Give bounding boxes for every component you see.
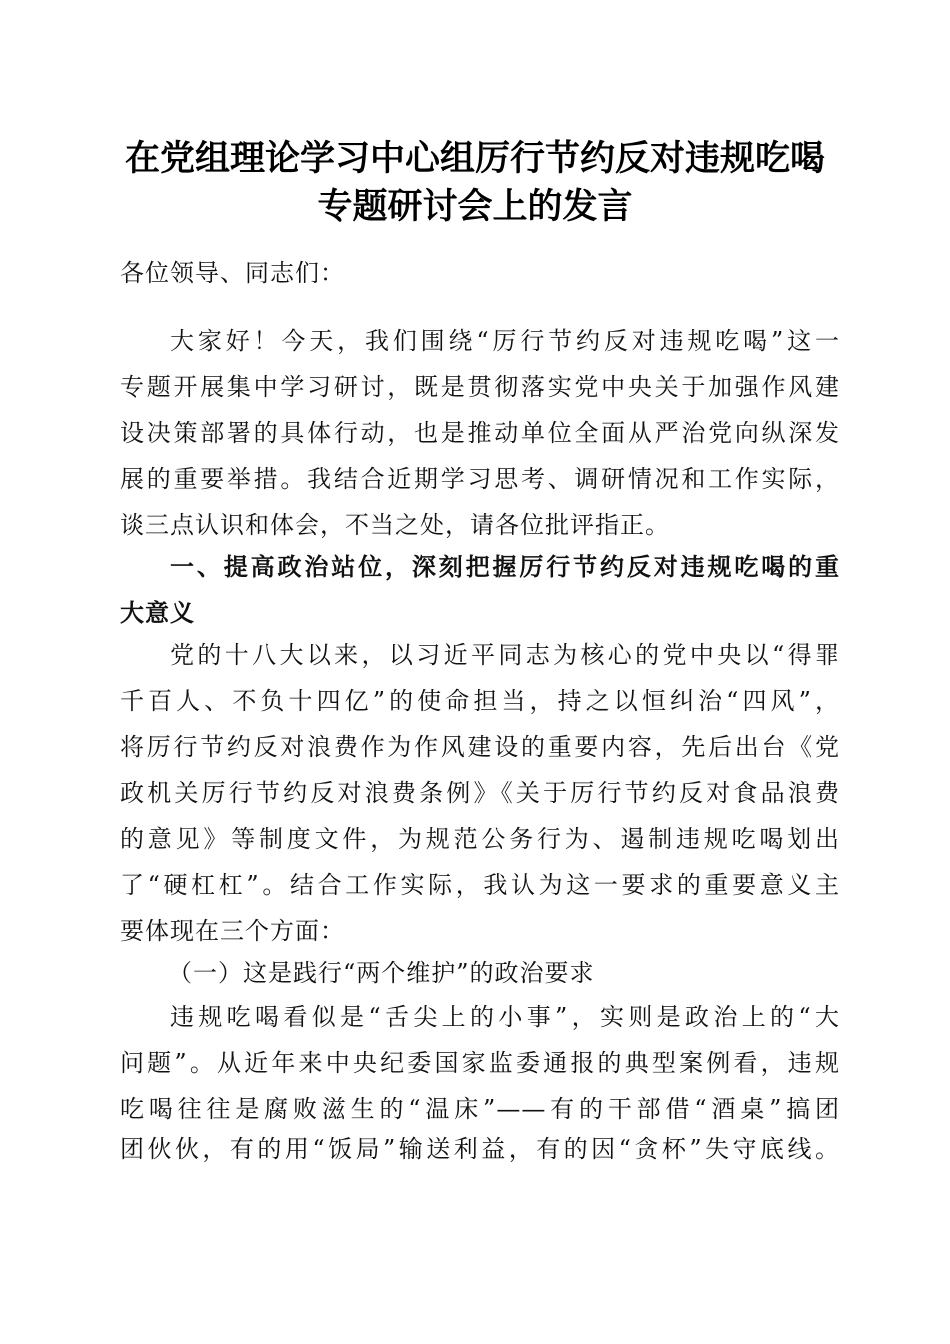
section-1-heading: 大意义 [120, 599, 195, 627]
intro-line: 专题开展集中学习研讨，既是贯彻落实党中央关于加强作风建 [120, 373, 840, 401]
subsection-1-body-line: 问题”。从近年来中央纪委国家监委通报的典型案例看，违规 [120, 1049, 840, 1077]
intro-line: 谈三点认识和体会，不当之处，请各位批评指正。 [120, 511, 670, 539]
document-title-line-2: 专题研讨会上的发言 [317, 186, 633, 227]
subsection-1-body-line: 违规吃喝看似是“舌尖上的小事”，实则是政治上的“大 [170, 1003, 840, 1031]
subsection-1-body-line: 团伙伙，有的用“饭局”输送利益，有的因“贪杯”失守底线。 [120, 1135, 840, 1163]
section-1-body-line: 千百人、不负十四亿”的使命担当，持之以恒纠治“四风”， [120, 687, 840, 715]
subsection-1-heading: （一）这是践行“两个维护”的政治要求 [168, 959, 595, 987]
intro-line: 设决策部署的具体行动，也是推动单位全面从严治党向纵深发 [120, 419, 840, 447]
section-1-heading: 一、提高政治站位，深刻把握厉行节约反对违规吃喝的重 [170, 553, 840, 581]
section-1-body-line: 了“硬杠杠”。结合工作实际，我认为这一要求的重要意义主 [120, 871, 840, 899]
document-title-line-1: 在党组理论学习中心组厉行节约反对违规吃喝 [124, 138, 825, 179]
salutation: 各位领导、同志们： [120, 259, 345, 287]
intro-line: 展的重要举措。我结合近期学习思考、调研情况和工作实际， [120, 465, 840, 493]
subsection-1-body-line: 吃喝往往是腐败滋生的“温床”——有的干部借“酒桌”搞团 [120, 1095, 840, 1123]
section-1-body-line: 的意见》等制度文件，为规范公务行为、遏制违规吃喝划出 [120, 825, 840, 853]
section-1-body-line: 党的十八大以来，以习近平同志为核心的党中央以“得罪 [170, 641, 840, 669]
intro-line: 大家好！今天，我们围绕“厉行节约反对违规吃喝”这一 [170, 327, 840, 355]
section-1-body-line: 要体现在三个方面： [120, 917, 345, 945]
section-1-body-line: 政机关厉行节约反对浪费条例》《关于厉行节约反对食品浪费 [120, 779, 840, 807]
section-1-body-line: 将厉行节约反对浪费作为作风建设的重要内容，先后出台《党 [120, 733, 840, 761]
